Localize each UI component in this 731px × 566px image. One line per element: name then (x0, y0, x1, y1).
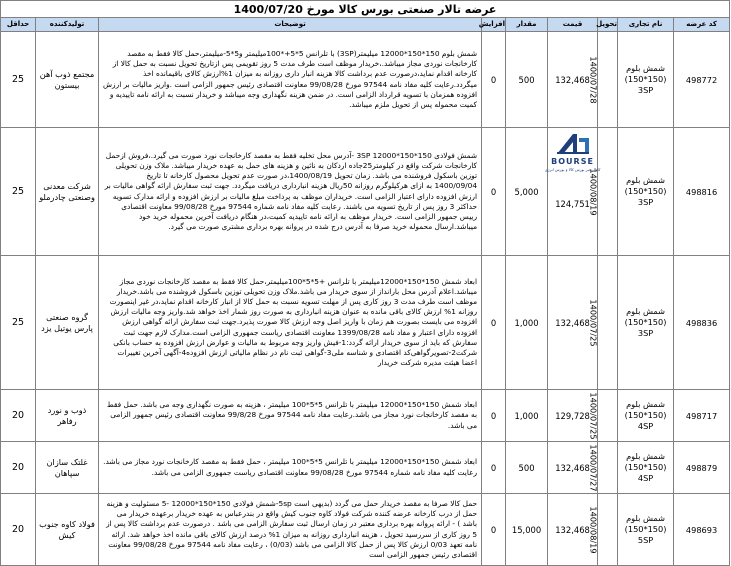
min-order: 20 (1, 494, 36, 566)
offer-description: ابعاد شمش 150*150*12000میلیمتر با تلرانس +5*5*100میلیمتر،حمل کالا فقط به مقصد کارخانجات نوردی مجاز میباشد.اعلام آدرس محل بارانداز از سوی خریدار می باشد.ملاک وزن تحویلی توزین باسکول فروشنده می باشد.خریدار موظف است طرف مدت 3 روز کاری پس از مهلت تسویه نسبت به حمل کالا از انبار کارخانه اقدام نماید،در غیر اینصورت روزانه 1% ارزش کالای باقی مانده به عنوان هزینه انبارداری به صورت روز شمار اخذ خواهد شد.واریز وجه مالیات ارزش افزوده می بایست بصورت هم زمان با واریز اصل وجه ارزش کالا صورت پذیرد.جهت ثبت سفارش ارائه گواهی ارزش افزوده دارای اعتبار و مفاد نامه 1399/08/28 معاونت اقتصادی ریاست جمهوری الزامی است.مدارک لازم جهت ثبت سفارش که باید از سوی خریدار ارائه گردد:1-فیش واریز وجه مربوط به مالیات و عوارض ارزش افزوده به حساب بانکی شرکت2-تصویرگواهی‌کد اقتصادی و شناسه ملی3-گواهی ثبت نام در نظام مالیاتی ارزش افزوده4-آگهی آخرین تغییرات اعضا هیئت مدیره شرکت خریدار (99, 256, 482, 390)
min-order: 25 (1, 256, 36, 390)
table-row (1, 128, 730, 256)
offer-symbol: شمش بلوم (150*150) 5SP (618, 494, 674, 566)
offer-code: 498772 (674, 32, 730, 128)
offer-increase: 0 (482, 32, 506, 128)
bourse-logo-subtext: کانال خبر بورس کالا و بورس انرژی (544, 167, 601, 172)
offer-quantity: 1,000 (506, 390, 548, 442)
offer-price: 132,468 (548, 494, 598, 566)
offer-symbol: شمش بلوم (150*150) 3SP (618, 256, 674, 390)
offer-increase: 0 (482, 128, 506, 256)
header-row (1, 18, 730, 32)
offer-symbol: شمش بلوم (150*150) 3SP (618, 32, 674, 128)
offer-price: 132,468 (548, 256, 598, 390)
offer-quantity: 500 (506, 32, 548, 128)
sheet-title: عرضه تالار صنعتی بورس کالا مورخ 1400/07/20 (1, 1, 730, 18)
delivery-date: 1400/08/19 (598, 494, 618, 566)
delivery-date: 1400/07/28 (598, 32, 618, 128)
header-quantity: مقدار (506, 18, 548, 32)
bourse-logo (544, 132, 601, 172)
offer-description: ابعاد شمش 150*150*12000 میلیمتر با تلرانس 5*5*100 میلیمتر ، حمل فقط به مقصد کارخانجات نورد مجاز می باشد. رعایت کلیه مفاد نامه شماره 97544 مورخ 99/08/28 معاونت اقتصادی ریاست جمهوری الزامی می باشد. (99, 442, 482, 494)
delivery-date: 1400/07/25 (598, 390, 618, 442)
producer-name: فولاد کاوه جنوب کیش (36, 494, 99, 566)
table-row (1, 390, 730, 442)
table-row (1, 442, 730, 494)
offer-description: ابعاد شمش 150*150*12000 میلیمتر با تلرانس 5*5*100 میلیمتر ، هزینه به صورت نگهداری وجه می باشد. حمل فقط به مقصد کارخانجات نورد مجاز می باشد.رعایت مفاد نامه 97544 مورخ 99/8/28 معاونت اقتصادی رئیس جمهور الزامی می باشد. (99, 390, 482, 442)
offer-quantity: 5,000 (506, 128, 548, 256)
delivery-date: 1400/08/19 (598, 128, 618, 256)
table-row (1, 256, 730, 390)
producer-name: غلتک سازان سپاهان (36, 442, 99, 494)
producer-name: شرکت معدنی وصنعتی چادرملو (36, 128, 99, 256)
offer-symbol: شمش بلوم (150*150) 4SP (618, 442, 674, 494)
offer-code: 498693 (674, 494, 730, 566)
offer-increase: 0 (482, 256, 506, 390)
delivery-date: 1400/07/27 (598, 442, 618, 494)
header-min-order: حداقل (1, 18, 36, 32)
offer-symbol: شمش بلوم (150*150) 3SP (618, 128, 674, 256)
offer-quantity: 500 (506, 442, 548, 494)
min-order: 20 (1, 390, 36, 442)
offer-code: 498836 (674, 256, 730, 390)
bourse-logo-icon (553, 132, 593, 156)
offer-description: شمش فولادی 150*150*12000 3SP -آدرس محل تخلیه فقط به مقصد کارخانجات نورد صورت می گیرد.،فروش ازحمل کارخانجات شرکت واقع در کیلومتر25جاده اردکان به نائین و هزینه های حمل به عهده خریدار میباشد. ملاک وزن تحویلی توزین باسکول فروشنده می باشد. زمان تحویل 1400/08/19،در صورت عدم تحویل محصول کارخانه تا تاریخ 1400/09/04 به ازای هرکیلوگرم روزانه 50ریال هزینه انبارداری دریافت میگردد. جهت ثبت سفارش ارائه گواهی مالیات بر ارزش افزوده دارای اعتبار الزامی است. خریداران موظف به پرداخت مبلغ مالیات بر ارزش افزوده و ارائه مدارک تسویه حداکثر 3 روز پس از تاریخ تسویه می باشند. رعایت کلیه مفاد نامه شماره 97544 مورخ 99/08/28 معاونت اقتصادی رییس جمهور الزامی است. خریدار موظف به ارائه نامه تاییدیه کمیت،در هنگام دریافت آخرین محموله خرید خود میباشد.ارسال محموله خرید صرفا به آدرس درج شده در پروانه بهره برداری مشتری صورت می گیرد. (99, 128, 482, 256)
offer-price (544, 128, 601, 256)
producer-name: گروه صنعتی پارس یوتیل یزد (36, 256, 99, 390)
header-producer: تولیدکننده (36, 18, 99, 32)
offer-code: 498879 (674, 442, 730, 494)
producer-name: ذوب و نورد رفاهر (36, 390, 99, 442)
min-order: 20 (1, 442, 36, 494)
offer-description: حمل کالا صرفا به مقصد خریدار حمل می گردد (بدیهی است 5sp-شمش فولادی 150*150*12000 -5 مسئولیت و هزینه حمل از درب کارخانه عرضه کننده شرکت فولاد کاوه جنوب کیش واقع در بندرعباس به عهده خریدار برعهده خریدار می باشد ) - ارائه پروانه بهره برداری معتبر در زمان ارسال ثبت سفارش الزامی می باشد . درصورت عدم برداشت کالا پس از 5 روز کاری از سررسید تحویل ، هزینه انبارداری روزانه به میزان 1% درصد ارزش کالای باقی مانده اخذ خواهد شد. ارائه نامه تعهد 0/03 ارزش کالا پس از حمل کالا الزامی می باشد (0/03) ، رعایت مفاد نامه 97544 مورخ 99/08/28 معاونت اقتصادی رئیس جمهور الزامی است (99, 494, 482, 566)
offer-description: شمش بلوم 150*150*12000 میلیمتر(3SP) با تلرانس 5*5+*100میلیمتر و5*5-میلیمتر،حمل کالا فقط به مقصد کارخانجات نوردی مجاز میباشد.،خریدار موظف است طرف مدت 5 روز تقویمی پس ازتاریخ تحویل نسبت به حمل کالا از کارخانه اقدام نماید،درصورت عدم برداشت کالا هزینه انبار داری روزانه به میزان 1%ارزش کالای باقیمانده اخذ میگردد.رعایت کلیه مفاد نامه 97544 مورخ 99/08/28 معاونت اقتصادی رئیس جمهور الزامی است .واریز مالیات بر ارزش افزوده همزمان با تسویه قرارداد الزامی است. در ضمن هزینه نگهداری وجه میباشد و خریدار نسبت به ارائه نامه تاییدیه و کمیت محموله پس از تحویل ملزم میباشد. (99, 32, 482, 128)
header-code: کد عرضه (674, 18, 730, 32)
offer-increase: 0 (482, 390, 506, 442)
offer-increase: 0 (482, 494, 506, 566)
offer-price: 132,468 (548, 32, 598, 128)
bourse-logo-text: BOURSE (551, 157, 594, 166)
producer-name: مجتمع ذوب آهن بیستون (36, 32, 99, 128)
table-row (1, 494, 730, 566)
header-description: توضیحات (99, 18, 482, 32)
offer-increase: 0 (482, 442, 506, 494)
offer-price: 129,728 (548, 390, 598, 442)
table-row (1, 32, 730, 128)
header-delivery: تحویل (598, 18, 618, 32)
offer-quantity: 1,000 (506, 256, 548, 390)
offer-quantity: 15,000 (506, 494, 548, 566)
header-price: قیمت (548, 18, 598, 32)
offer-price-value: 124,751 (555, 198, 590, 209)
header-increase: افزایش (482, 18, 506, 32)
delivery-date: 1400/07/25 (598, 256, 618, 390)
min-order: 25 (1, 128, 36, 256)
offer-price: 132,468 (548, 442, 598, 494)
offer-code: 498717 (674, 390, 730, 442)
header-symbol: نام تجاری (618, 18, 674, 32)
offer-symbol: شمش بلوم (150*150) 4SP (618, 390, 674, 442)
min-order: 25 (1, 32, 36, 128)
offer-code: 498816 (674, 128, 730, 256)
